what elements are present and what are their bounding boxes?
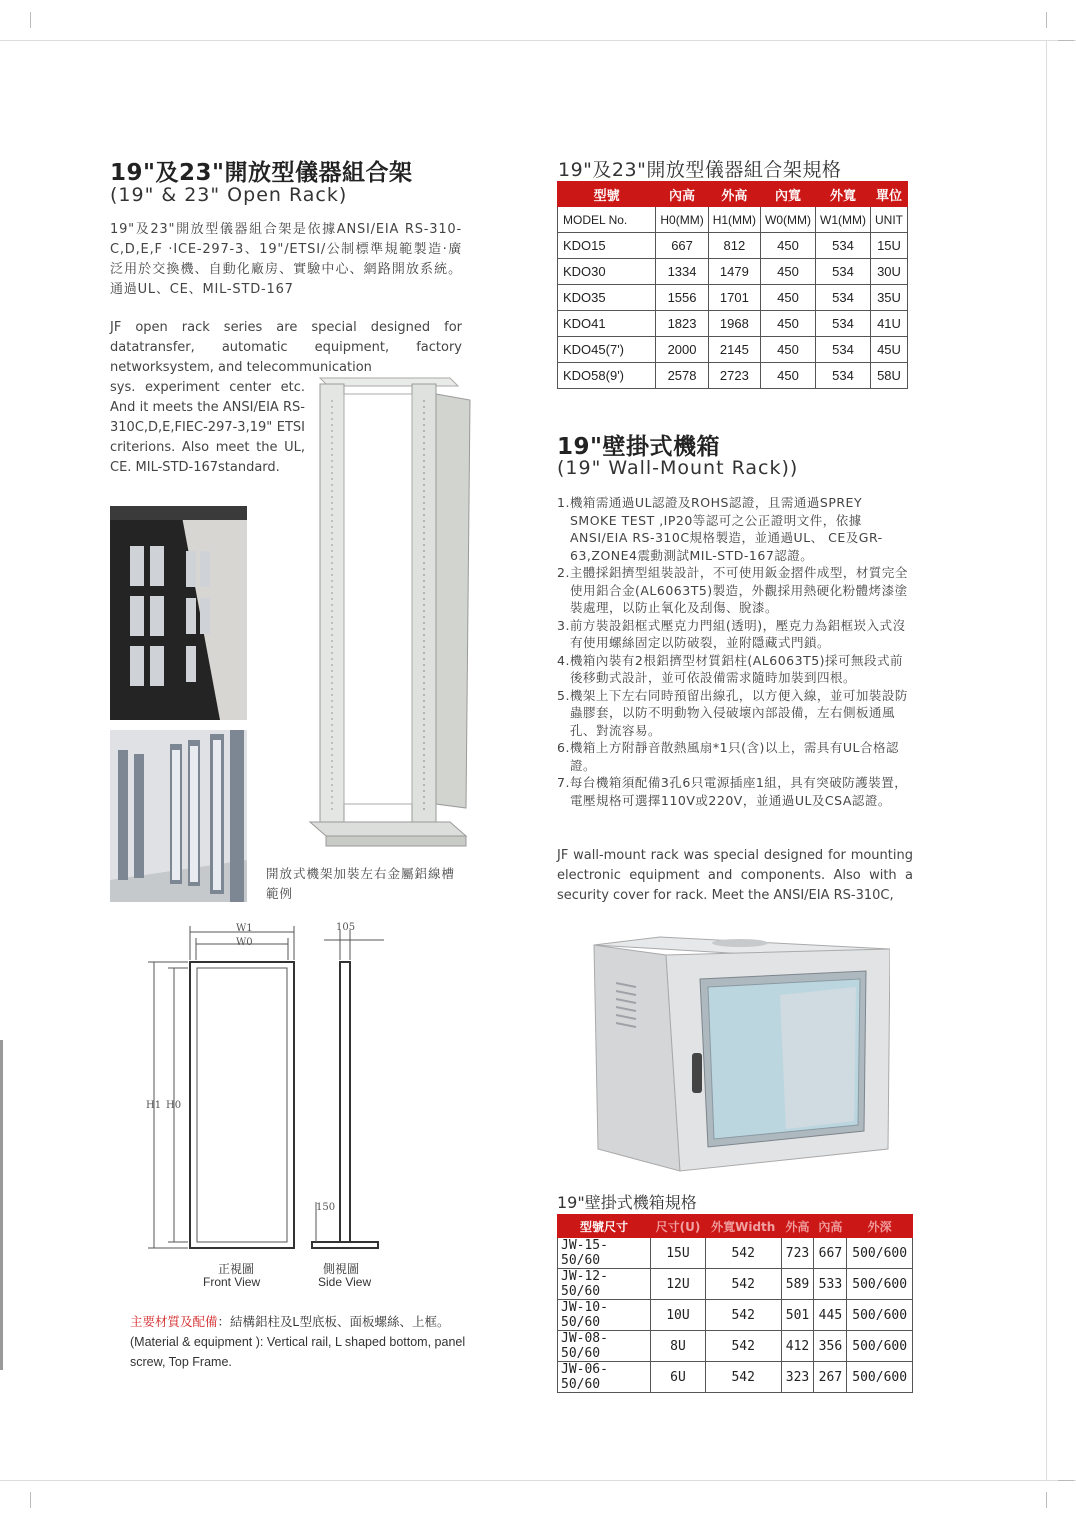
table-cell: 58U bbox=[871, 363, 908, 389]
table-cell: 2145 bbox=[708, 337, 760, 363]
open-rack-subtitle: (19" & 23" Open Rack) bbox=[110, 184, 348, 206]
spec-header-cell: H1(MM) bbox=[708, 207, 760, 233]
table-cell: 542 bbox=[705, 1362, 781, 1393]
wall-rack-title: 19"壁掛式機箱 bbox=[557, 434, 720, 460]
table-cell: 2723 bbox=[708, 363, 760, 389]
spec-table-title: 19"及23"開放型儀器組合架規格 bbox=[558, 159, 842, 181]
table-cell: 356 bbox=[814, 1331, 847, 1362]
material-note bbox=[130, 1312, 475, 1372]
table-cell: 12U bbox=[651, 1269, 706, 1300]
spec-header-cell: MODEL No. bbox=[558, 207, 656, 233]
dim-label-105: 105 bbox=[336, 922, 356, 933]
table-cell: 2000 bbox=[656, 337, 708, 363]
table-row bbox=[558, 233, 908, 259]
table-cell: 10U bbox=[651, 1300, 706, 1331]
edge-line-left bbox=[0, 1040, 3, 1370]
wall-rack-desc-en: JF wall-mount rack was special designed for mounting electronic equipment and components. Also with a security cover for rack. Meet the ANSI/EIA RS-310C, bbox=[557, 848, 913, 903]
table-cell: 500/600 bbox=[847, 1331, 913, 1362]
table-cell: 723 bbox=[781, 1238, 814, 1269]
table-cell: 15U bbox=[651, 1238, 706, 1269]
table-cell: 667 bbox=[814, 1238, 847, 1269]
open-rack-title: 19"及23"開放型儀器組合架 bbox=[110, 160, 413, 186]
wall-rack-subtitle: (19" Wall-Mount Rack)) bbox=[557, 457, 799, 479]
wall-table-title: 19"壁掛式機箱規格 bbox=[557, 1193, 697, 1212]
front-view-label-cn: 正視圖 bbox=[218, 1262, 255, 1276]
crop-line-right bbox=[1046, 40, 1047, 1480]
table-cell: 534 bbox=[816, 311, 871, 337]
wall-cabinet-illustration bbox=[590, 935, 890, 1175]
dim-label-h0: H0 bbox=[166, 1100, 182, 1111]
table-cell: 1823 bbox=[656, 311, 708, 337]
table-cell: 1556 bbox=[656, 285, 708, 311]
spec-header-cell: 外寬 bbox=[816, 182, 871, 207]
dim-label-h1: H1 bbox=[146, 1100, 162, 1111]
spec-header-en-row bbox=[558, 207, 908, 233]
side-view-label-en: Side View bbox=[318, 1275, 372, 1289]
table-cell: KDO45(7') bbox=[558, 337, 656, 363]
table-cell: 534 bbox=[816, 259, 871, 285]
table-cell: 450 bbox=[761, 285, 816, 311]
table-cell: JW-06-50/60 bbox=[558, 1362, 651, 1393]
crop-mark-rt bbox=[1058, 40, 1074, 41]
spec-header-cell: H0(MM) bbox=[656, 207, 708, 233]
table-cell: 667 bbox=[656, 233, 708, 259]
open-rack-desc-en-1: JF open rack series are special designed for datatransfer, automatic equipment, factory networksystem, and telecommunication bbox=[110, 320, 462, 375]
spec-header-cell: 單位 bbox=[871, 182, 908, 207]
open-rack-desc-en-2: sys. experiment center etc. And it meets the ANSI/EIA RS-310C,D,E,FIEC-297-3,19" ETSI criterions. Also meet the UL, CE. MIL-STD-167standard. bbox=[110, 380, 305, 475]
crop-mark-br bbox=[1046, 1492, 1047, 1508]
wall-header-cell: 內高 bbox=[814, 1215, 847, 1238]
table-cell: 501 bbox=[781, 1300, 814, 1331]
material-label: 主要材質及配備 bbox=[130, 1315, 218, 1329]
table-cell: 2578 bbox=[656, 363, 708, 389]
table-row bbox=[558, 1300, 913, 1331]
table-cell: 500/600 bbox=[847, 1238, 913, 1269]
table-cell: 533 bbox=[814, 1269, 847, 1300]
material-text-en: (Material & equipment ): Vertical rail, L shaped bottom, panel screw, Top Frame. bbox=[130, 1335, 466, 1369]
dim-label-w0: W0 bbox=[236, 937, 253, 948]
spec-header-cell: W0(MM) bbox=[761, 207, 816, 233]
feature-item: 4.機箱內裝有2根鋁擠型材質鋁柱(AL6063T5)採可無段式前後移動式設計，並可依設備需求隨時加裝到四根。 bbox=[557, 652, 904, 685]
table-cell: 41U bbox=[871, 311, 908, 337]
table-row bbox=[558, 1238, 913, 1269]
table-cell: 1968 bbox=[708, 311, 760, 337]
table-cell: 1701 bbox=[708, 285, 760, 311]
wall-header-cell: 型號尺寸 bbox=[558, 1215, 651, 1238]
table-cell: JW-12-50/60 bbox=[558, 1269, 651, 1300]
side-view-label-cn: 側視圖 bbox=[323, 1262, 360, 1276]
table-cell: 542 bbox=[705, 1331, 781, 1362]
crop-mark-tr bbox=[1046, 12, 1047, 28]
table-cell: 534 bbox=[816, 337, 871, 363]
wall-header-cell: 外高 bbox=[781, 1215, 814, 1238]
table-cell: 45U bbox=[871, 337, 908, 363]
wall-header-cell: 尺寸(U) bbox=[651, 1215, 706, 1238]
table-cell: KDO58(9') bbox=[558, 363, 656, 389]
spec-header-cell: UNIT bbox=[871, 207, 908, 233]
table-cell: 35U bbox=[871, 285, 908, 311]
wall-header-cell: 外寬Width bbox=[705, 1215, 781, 1238]
spec-header-cn-row bbox=[558, 182, 908, 207]
table-cell: 1334 bbox=[656, 259, 708, 285]
wall-header-cell: 外深 bbox=[847, 1215, 913, 1238]
table-cell: 450 bbox=[761, 311, 816, 337]
datacenter-photo-1 bbox=[110, 506, 247, 720]
dim-label-150: 150 bbox=[316, 1202, 336, 1213]
table-cell: 450 bbox=[761, 363, 816, 389]
table-cell: 450 bbox=[761, 233, 816, 259]
table-cell: 267 bbox=[814, 1362, 847, 1393]
table-cell: 1479 bbox=[708, 259, 760, 285]
feature-item: 2.主體採鋁擠型組裝設計，不可使用鈑金摺件成型，材質完全使用鋁合金(AL6063T5)製造，外觀採用熱硬化粉體烤漆塗裝處理，以防止氧化及刮傷、脫漆。 bbox=[557, 565, 908, 615]
feature-item: 5.機架上下左右同時預留出線孔，以方便入線，並可加裝設防蟲膠套，以防不明動物入侵破壞內部設備，左右側板通風孔、對流容易。 bbox=[557, 687, 908, 738]
table-row bbox=[558, 363, 908, 389]
table-cell: 534 bbox=[816, 285, 871, 311]
table-cell: 542 bbox=[705, 1300, 781, 1331]
table-cell: 450 bbox=[761, 337, 816, 363]
spec-header-cell: 外高 bbox=[708, 182, 760, 207]
open-rack-desc-cn: 19"及23"開放型儀器組合架是依據ANSI/EIA RS-310-C,D,E,F ‧ICE-297-3、19"/ETSI/公制標準規範製造‧廣泛用於交換機、自動化廠房、實驗中心、網路開放系統。通過UL、CE、MIL-STD-167 bbox=[110, 222, 462, 297]
feature-item: 6.機箱上方附靜音散熱風扇*1只(含)以上，需具有UL合格認證。 bbox=[557, 740, 899, 773]
wall-rack-features bbox=[557, 494, 913, 809]
table-cell: JW-08-50/60 bbox=[558, 1331, 651, 1362]
table-cell: 8U bbox=[651, 1331, 706, 1362]
table-cell: KDO41 bbox=[558, 311, 656, 337]
table-cell: 534 bbox=[816, 233, 871, 259]
feature-item: 3.前方裝設鋁框式壓克力門組(透明)，壓克力為鋁框崁入式沒有使用螺絲固定以防破裂，並附隱藏式門鎖。 bbox=[557, 617, 906, 650]
table-cell: KDO35 bbox=[558, 285, 656, 311]
datacenter-photo-2 bbox=[110, 730, 247, 902]
table-row bbox=[558, 1331, 913, 1362]
dimension-drawing bbox=[140, 920, 400, 1260]
spec-header-cell: 內高 bbox=[656, 182, 708, 207]
feature-item: 7.每台機箱須配備3孔6只電源插座1組，具有突破防護裝置，電壓規格可選擇110V或220V，並通過UL及CSA認證。 bbox=[557, 775, 908, 808]
table-cell: KDO15 bbox=[558, 233, 656, 259]
table-cell: 323 bbox=[781, 1362, 814, 1393]
crop-mark-rb bbox=[1058, 1480, 1074, 1481]
spec-header-cell: 內寬 bbox=[761, 182, 816, 207]
front-view-label-en: Front View bbox=[203, 1275, 261, 1289]
crop-line-top bbox=[0, 40, 1076, 41]
table-cell: 445 bbox=[814, 1300, 847, 1331]
table-cell: 15U bbox=[871, 233, 908, 259]
table-cell: JW-15-50/60 bbox=[558, 1238, 651, 1269]
table-cell: 500/600 bbox=[847, 1362, 913, 1393]
material-text-cn: ：結構鋁柱及L型底板、面板螺絲、上框。 bbox=[217, 1315, 450, 1329]
table-row bbox=[558, 1362, 913, 1393]
table-row bbox=[558, 285, 908, 311]
spec-header-cell: 型號 bbox=[558, 182, 656, 207]
table-cell: 812 bbox=[708, 233, 760, 259]
table-cell: 412 bbox=[781, 1331, 814, 1362]
dim-label-w1: W1 bbox=[236, 923, 253, 934]
photo-caption: 開放式機架加裝左右金屬鋁線槽範例 bbox=[266, 866, 456, 901]
open-rack-spec-table bbox=[557, 181, 908, 389]
table-row bbox=[558, 337, 908, 363]
crop-mark-tl bbox=[30, 12, 31, 28]
table-cell: 534 bbox=[816, 363, 871, 389]
table-cell: 589 bbox=[781, 1269, 814, 1300]
table-cell: 500/600 bbox=[847, 1300, 913, 1331]
table-row bbox=[558, 311, 908, 337]
wall-rack-spec-table bbox=[557, 1214, 913, 1393]
table-cell: 542 bbox=[705, 1238, 781, 1269]
table-cell: 542 bbox=[705, 1269, 781, 1300]
open-rack-illustration bbox=[300, 370, 480, 860]
wall-header-row bbox=[558, 1215, 913, 1238]
table-cell: 450 bbox=[761, 259, 816, 285]
table-cell: 6U bbox=[651, 1362, 706, 1393]
feature-item: 1.機箱需通過UL認證及ROHS認證，且需通過SPREY SMOKE TEST ,IP20等認可之公正證明文件，依據ANSI/EIA RS-310C規格製造，並通過UL、 CE及GR-63,ZONE4震動測試MIL-STD-167認證。 bbox=[557, 495, 883, 563]
table-cell: 30U bbox=[871, 259, 908, 285]
crop-line-bottom bbox=[0, 1480, 1076, 1481]
spec-header-cell: W1(MM) bbox=[816, 207, 871, 233]
crop-mark-bl bbox=[30, 1492, 31, 1508]
table-row bbox=[558, 259, 908, 285]
table-cell: 500/600 bbox=[847, 1269, 913, 1300]
table-cell: JW-10-50/60 bbox=[558, 1300, 651, 1331]
table-row bbox=[558, 1269, 913, 1300]
table-cell: KDO30 bbox=[558, 259, 656, 285]
